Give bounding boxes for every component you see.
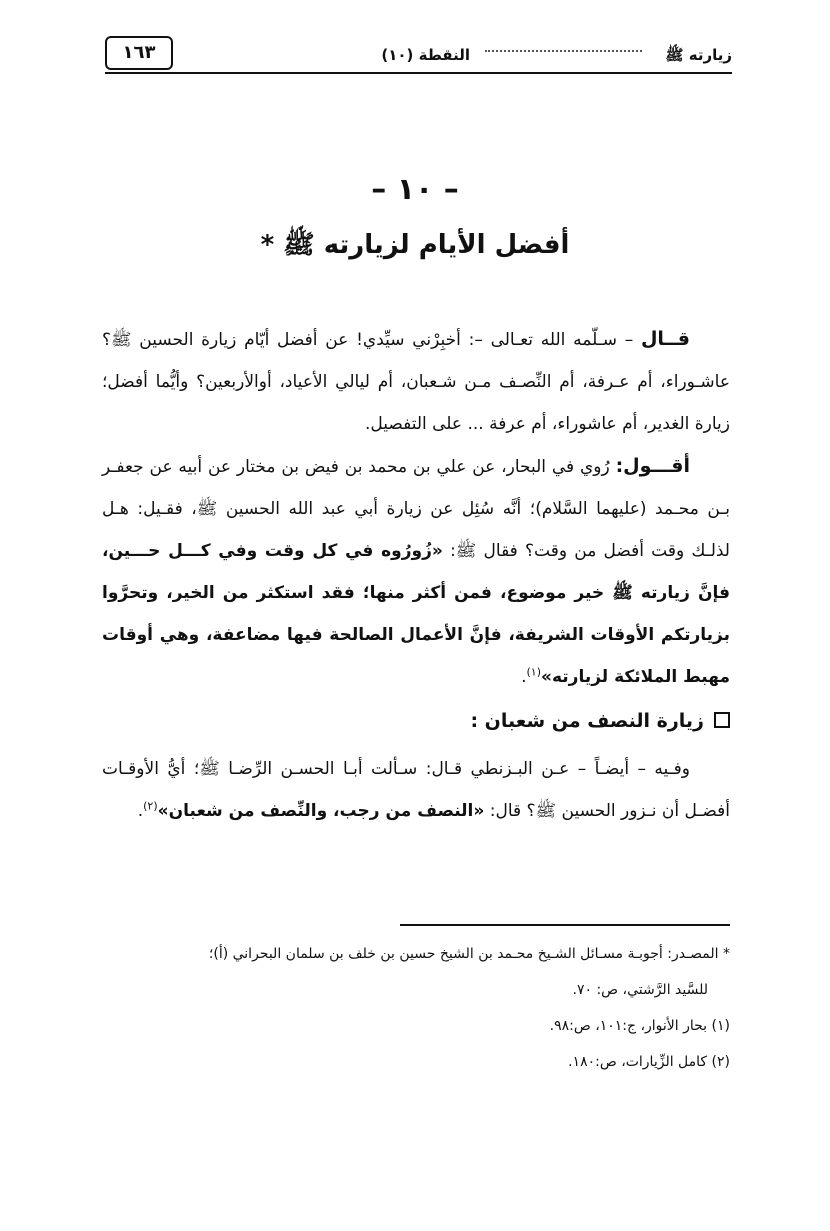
footnote-1: (١) بحار الأنوار، ج:١٠١، ص:٩٨. <box>549 1018 730 1034</box>
question-lead: قــال <box>640 328 690 350</box>
answer-lead: أقـــول: <box>615 455 690 477</box>
narration-paragraph <box>102 748 730 832</box>
header-book-title: زيارته ﷺ <box>665 46 732 64</box>
subheading-text: زيارة النصف من شعبان : <box>470 710 704 732</box>
footnote-2: (٢) كامل الزِّيارات، ص:١٨٠. <box>568 1054 730 1070</box>
question-text: – سـلّمه الله تعـالى –: أخبِرْني سيِّدي! عن أفضل أيّام زيارة الحسين ﷺ؟ عاشـوراء، أم عـرفة، أم النِّصـف مـن شـعبان، أم ليالي الأعياد، أوالأربعين؟ وأيُّما أفضل؛ زيارة الغدير، أم عاشوراء، أم عرفة ... على التفصيل. <box>102 330 730 434</box>
square-bullet-icon <box>714 712 730 728</box>
header-section-label: النقطة (١٠) <box>381 46 470 64</box>
footnotes <box>100 936 730 1080</box>
header-dotted-leader <box>485 50 642 52</box>
chapter-title: أفضل الأيام لزيارته ﷺ * <box>260 230 570 260</box>
answer-paragraph <box>102 445 730 698</box>
source-note-continued: للسَّيد الرَّشتي، ص: ٧٠. <box>572 982 708 998</box>
running-header <box>105 36 732 74</box>
page-number-box: ١٦٣ <box>105 36 173 70</box>
body-text <box>102 318 730 832</box>
footnote-ref-1: (١) <box>526 665 541 679</box>
narration-text: وفـيه – أيضـاً – عـن البـزنطي قـال: سـألت أبـا الحسـن الرِّضـا ﷺ؛ أيُّ الأوقـات أفضـل أن نـزور الحسين ﷺ؟ قال: <box>102 759 730 821</box>
answer-text: رُوي في البحار، عن علي بن محمد بن فيض بن مختار عن أبيه عن جعفـر بـن محـمد (عليهما السَّلام)؛ أنَّه سُئِل عن زيارة أبي عبد الله الحسين ﷺ، فقـيل: هـل لذلـك وقت أفضل من وقت؟ فقال ﷺ: <box>102 457 730 561</box>
narration-end: . <box>137 801 144 821</box>
question-paragraph <box>102 318 730 445</box>
footnote-rule <box>400 924 730 926</box>
narration-quote: «النصف من رجب، والنِّصف من شعبان» <box>157 801 485 821</box>
answer-quote: «زُورُوه في كل وقت وفي كـــل حـــين، فإنَّ زيارته ﷺ خير موضوع، فمن أكثر منها؛ فقد استكثر من الخير، وتحرَّوا بزيارتكم الأوقات الشريفة، فإنَّ الأعمال الصالحة فيها مضاعفة، وهي أوقات مهبط الملائكة لزيارته» <box>102 541 730 687</box>
subheading <box>102 700 730 742</box>
chapter-number: – ١٠ – <box>371 172 459 207</box>
header-rule <box>105 72 732 74</box>
answer-end: . <box>521 667 527 687</box>
source-note: * المصـدر: أجوبـة مسـائل الشـيخ محـمد بن الشيخ حسين بن خلف بن سلمان البحراني (أ)؛ <box>208 946 730 962</box>
footnote-ref-2: (٢) <box>143 799 158 813</box>
